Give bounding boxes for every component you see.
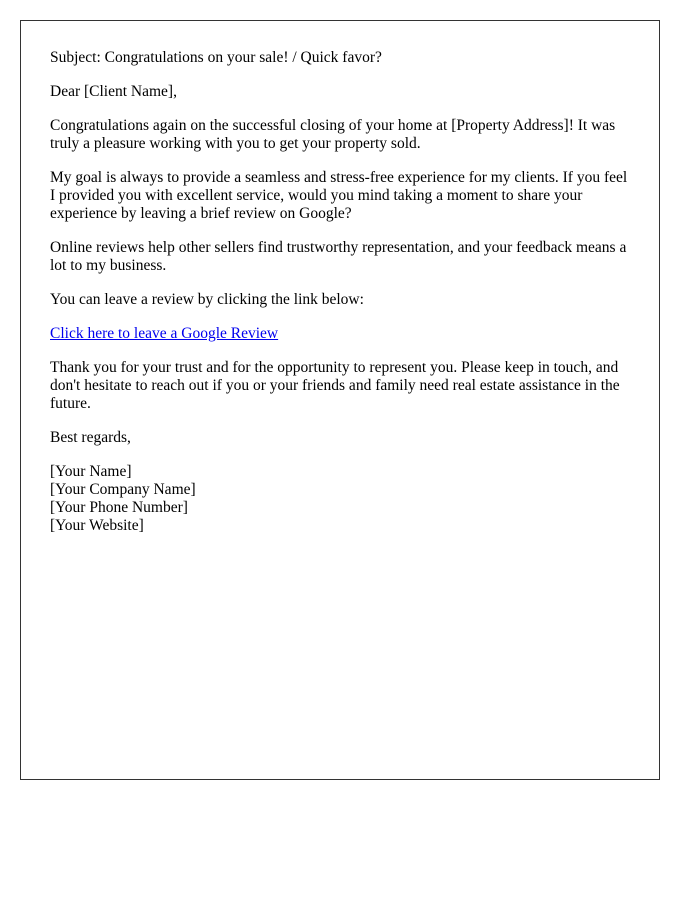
signature-name: [Your Name] <box>50 463 132 480</box>
review-link-paragraph <box>50 325 636 343</box>
signature-phone: [Your Phone Number] <box>50 499 188 516</box>
google-review-link[interactable]: Click here to leave a Google Review <box>50 325 279 342</box>
signature-website: [Your Website] <box>50 517 144 534</box>
signature-company: [Your Company Name] <box>50 481 196 498</box>
paragraph-review-request: My goal is always to provide a seamless and stress-free experience for my clients. If you feel I provided you with excellent service, would you mind taking a moment to share your experience by leaving a brief review on Google? <box>50 169 628 222</box>
letter-body <box>50 49 636 535</box>
paragraph-thank-you: Thank you for your trust and for the opportunity to represent you. Please keep in touch, and don't hesitate to reach out if you or your friends and family need real estate assistance in the future. <box>50 359 620 412</box>
link-intro: You can leave a review by clicking the link below: <box>50 291 364 308</box>
paragraph-review-importance: Online reviews help other sellers find trustworthy representation, and your feedback means a lot to my business. <box>50 239 627 274</box>
greeting: Dear [Client Name], <box>50 83 177 100</box>
paragraph-congratulations: Congratulations again on the successful closing of your home at [Property Address]! It was truly a pleasure working with you to get your property sold. <box>50 117 616 152</box>
closing: Best regards, <box>50 429 131 446</box>
signature-block <box>50 463 636 535</box>
letter-frame <box>20 20 660 780</box>
email-subject: Subject: Congratulations on your sale! / Quick favor? <box>50 49 382 66</box>
